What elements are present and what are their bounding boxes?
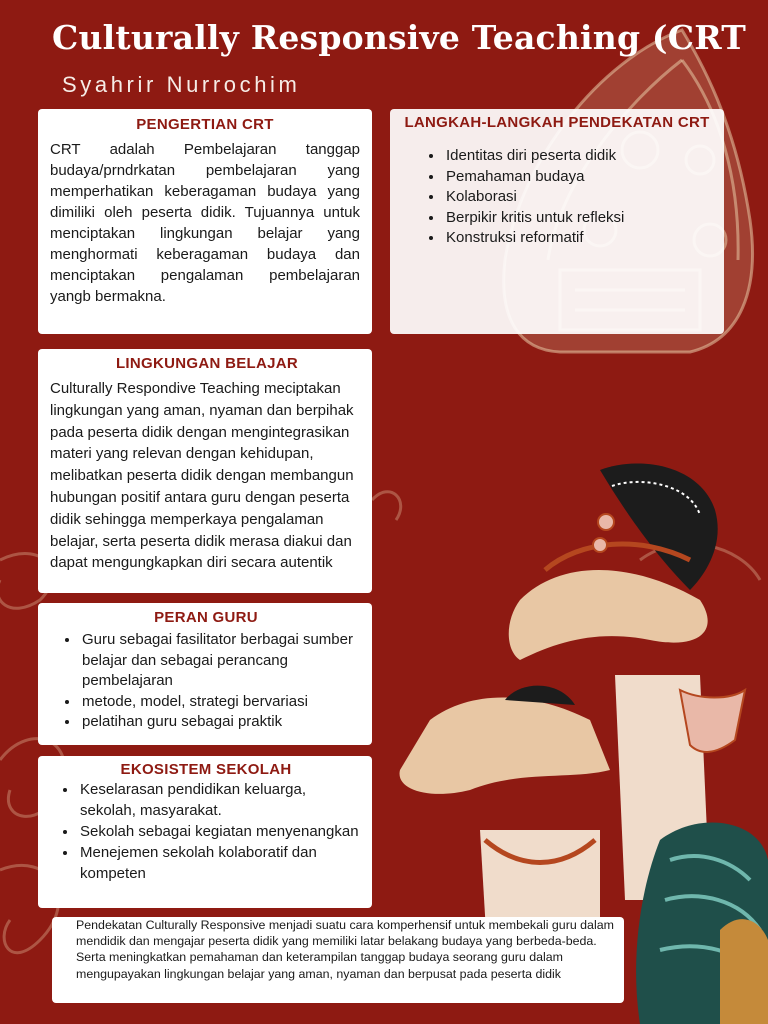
peran-card (38, 603, 372, 745)
list-item: • pelatihan guru sebagai praktik (80, 712, 362, 733)
author-name: Syahrir Nurrochim (62, 72, 301, 97)
list-item: • Sekolah sebagai kegiatan menyenangkan (78, 821, 362, 842)
list-item: • Berpikir kritis untuk refleksi (444, 208, 714, 229)
list-item: • Pemahaman budaya (444, 167, 714, 188)
langkah-list (400, 146, 714, 249)
list-item: • Konstruksi reformatif (444, 228, 714, 249)
peran-heading: PERAN GURU (154, 609, 258, 626)
lingkungan-body: Culturally Respondive Teaching meciptakan lingkungan yang aman, nyaman dan berpihak pada peserta didik dengan mengintegrasikan materi yang relevan dengan kehidupan, melibatkan peserta didik dengan membangun hubungan positif antara guru dengan peserta didik sehingga memperkaya pengalaman belajar, serta peserta didik merasa diakui dan dapat mengungkapkan diri secara autentik (50, 380, 354, 572)
pengertian-heading: PENGERTIAN CRT (136, 116, 274, 133)
lingkungan-card (38, 349, 372, 593)
langkah-heading: LANGKAH-LANGKAH PENDEKATAN CRT (404, 114, 710, 131)
list-item: • metode, model, strategi bervariasi (80, 692, 362, 713)
list-item: • Guru sebagai fasilitator berbagai sumber belajar dan sebagai perancang pembelajaran (80, 630, 362, 692)
ekosistem-list (50, 779, 362, 884)
list-item: • Keselarasan pendidikan keluarga, sekolah, masyarakat. (78, 779, 362, 821)
ekosistem-heading: EKOSISTEM SEKOLAH (120, 761, 292, 778)
lingkungan-heading: LINGKUNGAN BELAJAR (115, 355, 299, 372)
page-title: Culturally Responsive Teaching (CRT (52, 18, 746, 57)
peran-list (50, 630, 362, 733)
kesimpulan-card (52, 917, 624, 1003)
langkah-card (390, 109, 724, 334)
pengertian-card (38, 109, 372, 334)
list-item: • Kolaborasi (444, 187, 714, 208)
kesimpulan-body: Pendekatan Culturally Responsive menjadi suatu cara komperhensif untuk membekali guru dalam mendidik dan mengajar peserta didik yang memiliki latar belakang budaya yang berbeda-beda. Serta meningkatkan pemahaman dan keterampilan tanggap budaya seorang guru dalam mengupayakan lingkungan belajar yang aman, nyaman dan berpusat pada peserta didik (76, 918, 614, 981)
pengertian-body: CRT adalah Pembelajaran tanggap budaya/prndrkatan pembelajaran yang memperhatikan keberagaman budaya yang dimiliki oleh peserta didik. Tujuannya untuk menciptakan lingkungan belajar yang menghormati keberagaman budaya dan menciptakan pengalaman pembelajaran yangb bermakna. (50, 141, 360, 305)
list-item: • Identitas diri peserta didik (444, 146, 714, 167)
ekosistem-card (38, 756, 372, 908)
list-item: • Menejemen sekolah kolaboratif dan kompeten (78, 842, 362, 884)
